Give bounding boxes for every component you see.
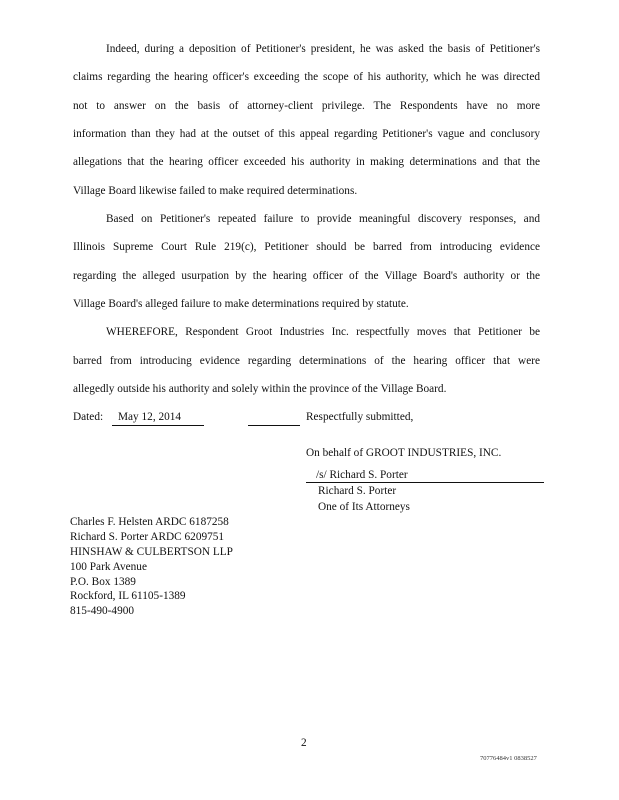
text-line: Village Board likewise failed to make required determinations. — [73, 185, 358, 197]
closing-text: Respectfully submitted, — [306, 411, 414, 423]
date-value: May 12, 2014 — [118, 411, 182, 423]
text-line: Based on Petitioner's repeated failure to provide meaningful discovery responses, and — [106, 213, 540, 225]
text-line: Illinois Supreme Court Rule 219(c), Petitioner should be barred from introducing evidence — [73, 241, 540, 253]
signer-name: Richard S. Porter — [318, 485, 397, 497]
address-line: P.O. Box 1389 — [70, 576, 136, 588]
text-line: barred from introducing evidence regarding determinations of the hearing officer that were — [73, 355, 540, 367]
signature-underline — [306, 482, 544, 483]
attorney-line: Charles F. Helsten ARDC 6187258 — [70, 516, 229, 528]
signature-blank-line — [248, 425, 300, 426]
electronic-signature: /s/ Richard S. Porter — [316, 469, 408, 481]
text-line: regarding the alleged usurpation by the hearing officer of the Village Board's authority or the — [73, 270, 540, 282]
dated-label: Dated: — [73, 411, 104, 423]
text-line: claims regarding the hearing officer's exceeding the scope of his authority, which he was directed — [73, 71, 540, 83]
text-line: not to answer on the basis of attorney-client privilege. The Respondents have no more — [73, 100, 540, 112]
page-number: 2 — [301, 737, 307, 749]
text-line: allegedly outside his authority and solely within the province of the Village Board. — [73, 383, 447, 395]
address-line: 100 Park Avenue — [70, 561, 147, 573]
text-line: Village Board's alleged failure to make determinations required by statute. — [73, 298, 409, 310]
text-line: allegations that the hearing officer exceeded his authority in making determinations and that the — [73, 156, 540, 168]
attorney-line: Richard S. Porter ARDC 6209751 — [70, 531, 225, 543]
signer-role: One of Its Attorneys — [318, 501, 410, 513]
address-line: Rockford, IL 61105-1389 — [70, 590, 186, 602]
on-behalf-text: On behalf of GROOT INDUSTRIES, INC. — [306, 447, 502, 459]
text-line: WHEREFORE, Respondent Groot Industries Inc. respectfully moves that Petitioner be — [106, 326, 540, 338]
document-id: 70776484v1 0838527 — [480, 755, 537, 762]
firm-name: HINSHAW & CULBERTSON LLP — [70, 546, 233, 558]
text-line: Indeed, during a deposition of Petitioner's president, he was asked the basis of Petitioner's — [106, 43, 540, 55]
text-line: information than they had at the outset of this appeal regarding Petitioner's vague and conclusory — [73, 128, 540, 140]
date-underline — [112, 425, 204, 426]
phone-number: 815-490-4900 — [70, 605, 135, 617]
